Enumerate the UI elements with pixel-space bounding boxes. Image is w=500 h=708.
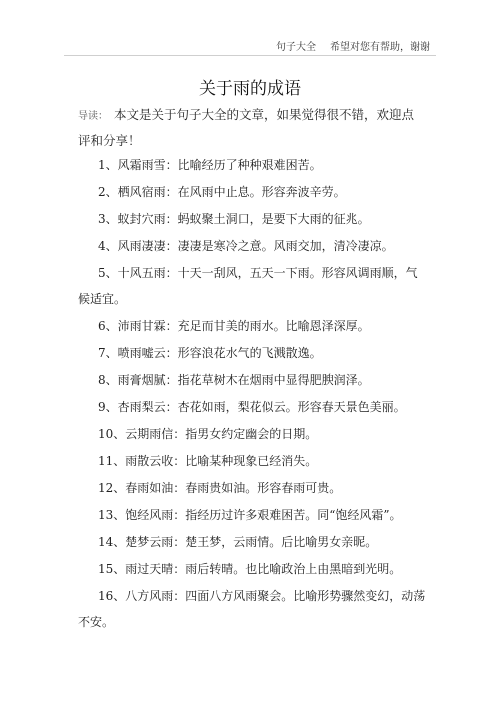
document-title: 关于雨的成语: [199, 79, 301, 99]
intro-text: 本文是关于句子大全的文章，如果觉得很不错，欢迎点评和分享！: [78, 107, 415, 148]
idiom-item: 6、沛雨甘霖：充足而甘美的雨水。比喻恩泽深厚。: [98, 319, 370, 333]
idiom-list: [78, 152, 426, 636]
idiom-item: 16、八方风雨：四面八方风雨聚会。比喻形势骤然变幻，动荡不安。: [78, 589, 426, 629]
idiom-item: 11、雨散云收：比喻某种现象已经消失。: [98, 454, 318, 468]
idiom-item: 12、春雨如油：春雨贵如油。形容春雨可贵。: [98, 481, 342, 495]
header-left-text: 句子大全: [276, 42, 316, 53]
idiom-item: 2、栖风宿雨：在风雨中止息。形容奔波辛劳。: [98, 185, 346, 199]
idiom-item: 10、云期雨信：指男女约定幽会的日期。: [98, 427, 318, 441]
header-right-text: 希望对您有帮助，谢谢: [330, 42, 430, 53]
idiom-item: 9、杏雨梨云：杏花如雨，梨花似云。形容春天景色美丽。: [98, 400, 406, 414]
intro-label: 导读：: [78, 111, 108, 122]
idiom-item: 3、蚁封穴雨：蚂蚁聚土洞口，是要下大雨的征兆。: [98, 212, 370, 226]
idiom-item: 8、雨膏烟腻：指花草树木在烟雨中显得肥腴润泽。: [98, 373, 370, 387]
page-header: [0, 38, 430, 53]
idiom-item: 4、风雨凄凄：凄凄是寒冷之意。风雨交加，清冷凄凉。: [98, 239, 394, 253]
idiom-item: 7、喷雨嘘云：形容浪花水气的飞溅散逸。: [98, 346, 322, 360]
idiom-item: 14、楚梦云雨：楚王梦，云雨情。后比喻男女亲昵。: [98, 535, 378, 549]
idiom-item: 1、风霜雨雪：比喻经历了种种艰难困苦。: [98, 158, 322, 172]
idiom-item: 13、饱经风雨：指经历过许多艰难困苦。同“饱经风霜”。: [98, 508, 402, 522]
intro-paragraph: [78, 103, 422, 153]
idiom-item: 5、十风五雨：十天一刮风，五天一下雨。形容风调雨顺，气候适宜。: [78, 266, 418, 306]
header-divider: [64, 55, 436, 56]
idiom-item: 15、雨过天晴：雨后转晴。也比喻政治上由黑暗到光明。: [98, 562, 402, 576]
